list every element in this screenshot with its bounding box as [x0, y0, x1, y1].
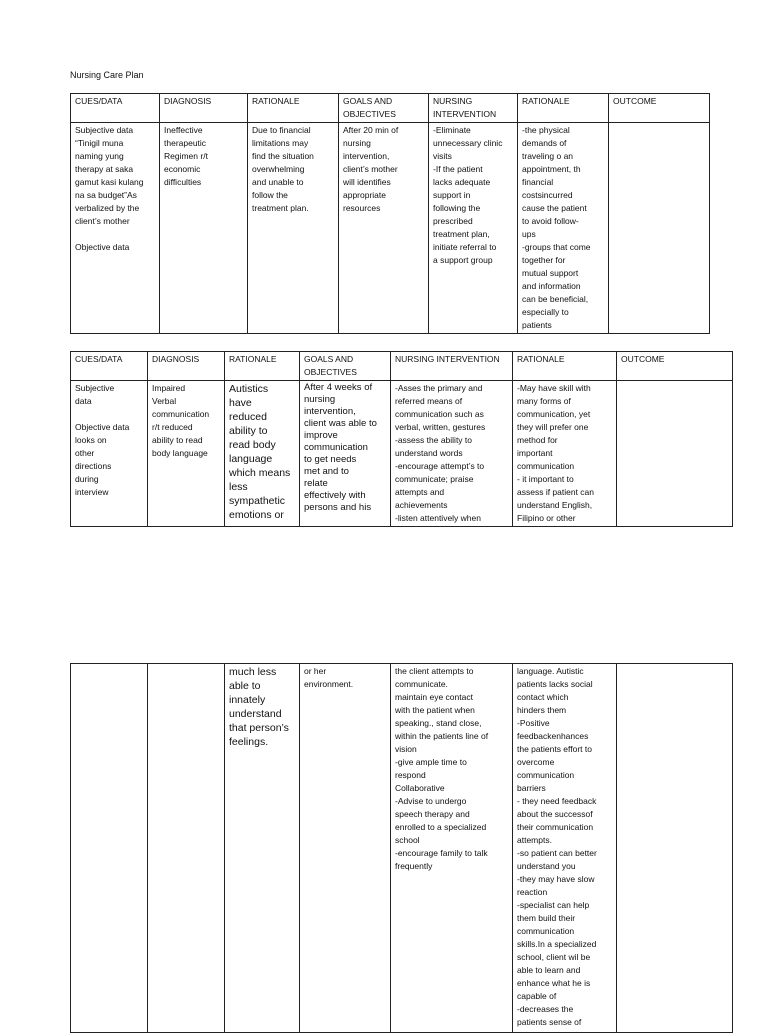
document-title: Nursing Care Plan — [70, 70, 144, 80]
header-intervention-rationale: RATIONALE — [513, 352, 617, 381]
table-row — [71, 664, 733, 1033]
cell-nursing-intervention: the client attempts to communicate. maintain eye contact with the patient when speaking., stand close, within the patients line of vision -give ample time to respond Collaborative -Advise to undergo speech therapy and enrolled to a specialized school -encourage family to talk frequently — [391, 664, 513, 1033]
care-plan-table-1 — [70, 93, 710, 334]
cell-cues-data: Subjective data “Tinigil muna naming yung therapy at saka gamut kasi kulang na sa budget”As verbalized by the client’s mother Objective data — [71, 123, 160, 334]
cell-diagnosis: Impaired Verbal communication r/t reduced ability to read body language — [148, 381, 225, 527]
header-goals-objectives: GOALS AND OBJECTIVES — [339, 94, 429, 123]
table-row — [71, 381, 733, 527]
cell-goals-objectives: After 20 min of nursing intervention, client’s mother will identifies appropriate resources — [339, 123, 429, 334]
cell-rationale: Due to financial limitations may find the situation overwhelming and unable to follow the treatment plan. — [248, 123, 339, 334]
cell-rationale: Autistics have reduced ability to read body language which means less sympathetic emotions or — [225, 381, 300, 527]
cell-goals-objectives: After 4 weeks of nursing intervention, client was able to improve communication to get needs met and to relate effectively with persons and his — [300, 381, 391, 527]
header-rationale: RATIONALE — [225, 352, 300, 381]
cell-rationale: much less able to innately understand that person’s feelings. — [225, 664, 300, 1033]
header-outcome: OUTCOME — [609, 94, 710, 123]
cell-diagnosis: Ineffective therapeutic Regimen r/t economic difficulties — [160, 123, 248, 334]
header-goals-objectives: GOALS AND OBJECTIVES — [300, 352, 391, 381]
cell-cues-data: Subjective data Objective data looks on other directions during interview — [71, 381, 148, 527]
header-diagnosis: DIAGNOSIS — [160, 94, 248, 123]
cell-diagnosis — [148, 664, 225, 1033]
header-nursing-intervention: NURSING INTERVENTION — [391, 352, 513, 381]
care-plan-table-3-continued — [70, 663, 733, 1033]
cell-nursing-intervention: -Eliminate unnecessary clinic visits -If the patient lacks adequate support in following the prescribed treatment plan, initiate referral to a support group — [429, 123, 518, 334]
header-outcome: OUTCOME — [617, 352, 733, 381]
cell-intervention-rationale: -the physical demands of traveling o an appointment, th financial costsincurred cause the patient to avoid follow- ups -groups that come together for mutual support and information can be beneficial, especially to patients — [518, 123, 609, 334]
cell-intervention-rationale: language. Autistic patients lacks social contact which hinders them -Positive feedbackenhances the patients effort to overcome communication barriers - they need feedback about the successof their communication attempts. -so patient can better understand you -they may have slow reaction -specialist can help them build their communication skills.In a specialized school, client wil be able to learn and enhance what he is capable of -decreases the patients sense of — [513, 664, 617, 1033]
header-intervention-rationale: RATIONALE — [518, 94, 609, 123]
header-row — [71, 94, 710, 123]
cell-nursing-intervention: -Asses the primary and referred means of communication such as verbal, written, gestures -assess the ability to understand words -encourage attempt’s to communicate; praise attempts and achievements -listen attentively when — [391, 381, 513, 527]
header-cues-data: CUES/DATA — [71, 352, 148, 381]
header-cues-data: CUES/DATA — [71, 94, 160, 123]
header-row — [71, 352, 733, 381]
table-row — [71, 123, 710, 334]
cell-intervention-rationale: -May have skill with many forms of communication, yet they will prefer one method for important communication - it important to assess if patient can understand English, Filipino or other — [513, 381, 617, 527]
cell-outcome — [609, 123, 710, 334]
cell-cues-data — [71, 664, 148, 1033]
cell-outcome — [617, 381, 733, 527]
cell-goals-objectives: or her environment. — [300, 664, 391, 1033]
header-nursing-intervention: NURSING INTERVENTION — [429, 94, 518, 123]
care-plan-table-2 — [70, 351, 733, 527]
cell-outcome — [617, 664, 733, 1033]
header-rationale: RATIONALE — [248, 94, 339, 123]
header-diagnosis: DIAGNOSIS — [148, 352, 225, 381]
